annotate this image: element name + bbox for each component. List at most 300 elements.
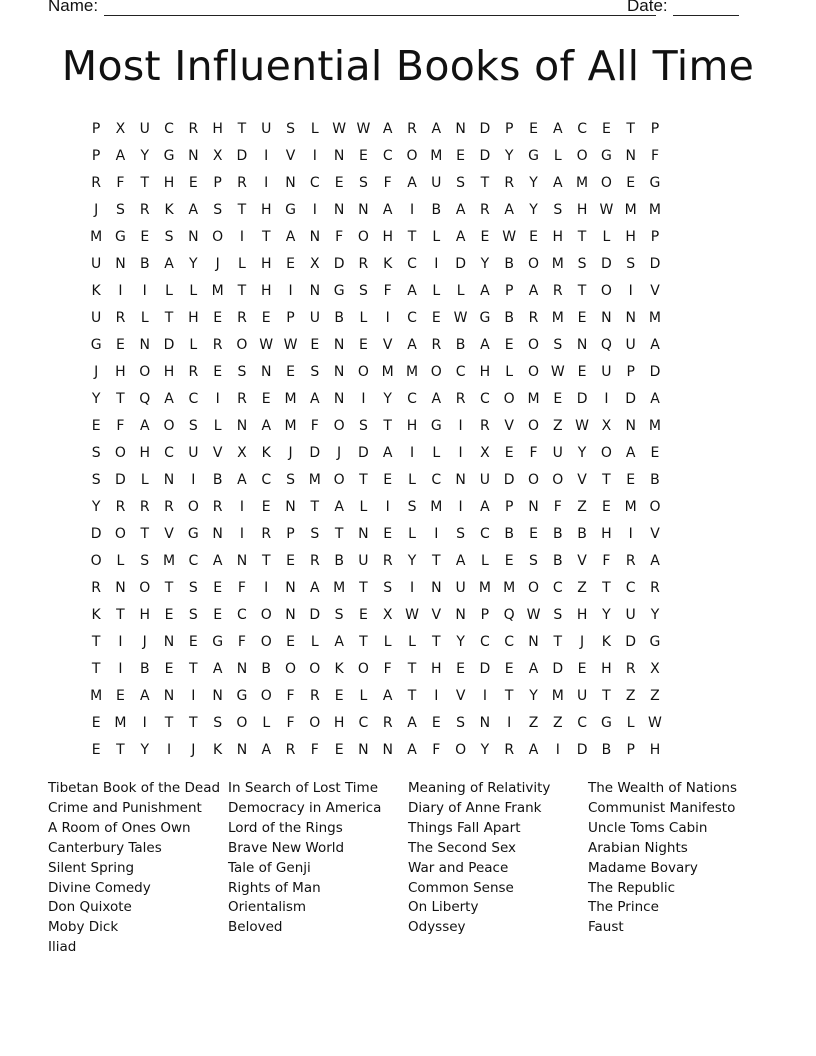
- word-list-item: Uncle Toms Cabin: [588, 819, 708, 836]
- grid-letter: N: [358, 525, 369, 542]
- grid-letter: F: [553, 498, 562, 515]
- grid-letter: D: [90, 525, 102, 542]
- grid-letter: T: [334, 525, 344, 542]
- grid-letter: D: [576, 741, 588, 758]
- grid-letter: R: [91, 174, 102, 191]
- grid-letter: N: [333, 336, 345, 353]
- grid-letter: E: [140, 228, 150, 245]
- grid-letter: T: [407, 228, 417, 245]
- word-list-item: A Room of Ones Own: [48, 819, 191, 836]
- grid-letter: A: [261, 417, 272, 434]
- grid-letter: S: [188, 417, 198, 434]
- grid-row: [84, 736, 732, 763]
- grid-letter: Z: [625, 687, 636, 704]
- grid-letter: O: [430, 363, 442, 380]
- grid-letter: D: [552, 660, 564, 677]
- grid-letter: O: [600, 282, 612, 299]
- grid-letter: J: [94, 201, 99, 218]
- grid-letter: J: [94, 363, 99, 380]
- grid-letter: E: [116, 336, 125, 353]
- grid-letter: Z: [577, 579, 587, 596]
- grid-letter: A: [553, 174, 563, 191]
- grid-letter: Y: [91, 390, 101, 407]
- grid-letter: M: [308, 471, 321, 488]
- grid-letter: F: [286, 714, 295, 731]
- grid-letter: E: [358, 147, 368, 164]
- grid-letter: C: [431, 471, 442, 488]
- grid-letter: D: [479, 120, 491, 137]
- grid-letter: X: [650, 660, 660, 677]
- grid-letter: S: [456, 525, 466, 542]
- grid-letter: S: [164, 228, 174, 245]
- grid-letter: N: [309, 282, 321, 299]
- grid-letter: O: [576, 147, 588, 164]
- grid-letter: N: [309, 228, 321, 245]
- grid-letter: A: [431, 390, 442, 407]
- grid-letter: F: [602, 552, 611, 569]
- grid-letter: M: [90, 228, 103, 245]
- grid-letter: U: [552, 444, 563, 461]
- grid-letter: E: [577, 363, 587, 380]
- word-column: [228, 779, 408, 958]
- grid-letter: U: [625, 336, 636, 353]
- grid-letter: K: [91, 282, 101, 299]
- grid-letter: A: [650, 552, 660, 569]
- grid-letter: T: [116, 390, 125, 407]
- word-list-item: Tibetan Book of the Dead: [48, 780, 221, 796]
- grid-row: [84, 304, 732, 331]
- word-list-item: Brave New World: [228, 839, 345, 856]
- grid-letter: E: [91, 714, 101, 731]
- grid-letter: O: [527, 417, 539, 434]
- grid-letter: E: [188, 174, 198, 191]
- grid-letter: O: [527, 363, 539, 380]
- grid-letter: M: [284, 417, 297, 434]
- grid-letter: F: [650, 147, 659, 164]
- grid-letter: T: [164, 309, 174, 326]
- grid-letter: N: [285, 174, 296, 191]
- grid-letter: I: [628, 282, 633, 299]
- grid-letter: N: [115, 579, 126, 596]
- grid-letter: W: [356, 120, 371, 137]
- grid-letter: T: [504, 687, 514, 704]
- grid-letter: T: [189, 714, 198, 731]
- grid-letter: U: [431, 174, 442, 191]
- grid-letter: A: [164, 255, 174, 272]
- grid-letter: O: [163, 417, 175, 434]
- grid-letter: R: [237, 309, 247, 326]
- grid-letter: I: [434, 255, 439, 272]
- grid-letter: N: [625, 309, 636, 326]
- grid-letter: F: [116, 417, 125, 434]
- grid-letter: O: [260, 633, 272, 650]
- grid-letter: I: [385, 498, 390, 515]
- grid-letter: Y: [456, 633, 465, 650]
- grid-letter: T: [140, 174, 150, 191]
- grid-letter: X: [237, 444, 247, 461]
- grid-letter: I: [166, 741, 172, 758]
- grid-letter: L: [432, 228, 441, 245]
- grid-letter: X: [601, 417, 612, 434]
- grid-letter: S: [553, 201, 563, 218]
- grid-letter: A: [382, 687, 393, 704]
- grid-letter: W: [550, 363, 565, 380]
- grid-letter: E: [601, 498, 611, 515]
- grid-letter: M: [478, 579, 491, 596]
- grid-letter: O: [212, 228, 224, 245]
- grid-letter: J: [215, 255, 220, 272]
- grid-letter: E: [553, 390, 563, 407]
- grid-letter: R: [407, 120, 417, 137]
- name-blank-line: [104, 0, 656, 16]
- grid-letter: L: [480, 552, 489, 569]
- grid-letter: A: [528, 741, 539, 758]
- grid-letter: A: [261, 741, 272, 758]
- word-list-item: On Liberty: [408, 899, 479, 916]
- grid-letter: O: [309, 714, 321, 731]
- grid-letter: O: [260, 606, 272, 623]
- grid-row: [84, 439, 732, 466]
- grid-letter: R: [528, 309, 539, 326]
- grid-letter: M: [624, 498, 637, 515]
- grid-letter: E: [529, 525, 538, 542]
- grid-letter: P: [650, 228, 660, 245]
- grid-letter: O: [139, 363, 151, 380]
- grid-letter: B: [212, 471, 223, 488]
- grid-letter: E: [480, 228, 490, 245]
- grid-letter: E: [286, 255, 295, 272]
- grid-letter: E: [188, 633, 198, 650]
- grid-letter: O: [406, 147, 418, 164]
- grid-letter: E: [626, 174, 636, 191]
- grid-letter: C: [407, 390, 417, 407]
- grid-letter: O: [236, 336, 248, 353]
- grid-letter: L: [189, 282, 198, 299]
- grid-letter: X: [115, 120, 126, 137]
- grid-letter: N: [431, 579, 442, 596]
- grid-letter: C: [164, 120, 174, 137]
- grid-letter: E: [529, 120, 538, 137]
- word-list-item: Meaning of Relativity: [408, 780, 551, 796]
- grid-letter: H: [139, 444, 150, 461]
- grid-letter: A: [310, 579, 320, 596]
- grid-letter: R: [91, 579, 102, 596]
- grid-letter: R: [382, 714, 393, 731]
- grid-letter: I: [409, 201, 415, 218]
- grid-letter: F: [237, 633, 246, 650]
- grid-letter: R: [382, 552, 393, 569]
- grid-letter: K: [383, 255, 393, 272]
- grid-letter: M: [551, 309, 564, 326]
- grid-letter: E: [213, 579, 223, 596]
- grid-letter: A: [310, 390, 320, 407]
- grid-letter: O: [552, 471, 564, 488]
- header-row: [48, 0, 748, 20]
- grid-letter: C: [309, 174, 320, 191]
- grid-letter: A: [382, 444, 393, 461]
- grid-letter: P: [91, 147, 101, 164]
- grid-letter: H: [649, 741, 661, 758]
- word-list-item: War and Peace: [408, 859, 509, 876]
- grid-letter: I: [118, 282, 123, 299]
- grid-letter: C: [407, 255, 417, 272]
- grid-letter: S: [310, 525, 320, 542]
- grid-letter: W: [599, 201, 614, 218]
- grid-letter: F: [383, 282, 392, 299]
- grid-row: [84, 142, 732, 169]
- grid-letter: I: [434, 525, 439, 542]
- grid-letter: C: [407, 309, 417, 326]
- grid-letter: A: [528, 660, 539, 677]
- grid-letter: B: [334, 552, 344, 569]
- grid-letter: C: [188, 552, 199, 569]
- grid-letter: V: [504, 417, 514, 434]
- grid-letter: Z: [552, 714, 563, 731]
- grid-letter: N: [479, 714, 491, 731]
- grid-letter: A: [553, 120, 563, 137]
- grid-letter: Y: [529, 687, 538, 704]
- grid-letter: F: [237, 579, 246, 596]
- grid-letter: S: [286, 120, 295, 137]
- grid-letter: E: [383, 471, 393, 488]
- grid-letter: O: [503, 390, 515, 407]
- grid-letter: D: [236, 147, 248, 164]
- grid-letter: E: [286, 363, 295, 380]
- word-list-item: Faust: [588, 919, 624, 936]
- grid-letter: Y: [480, 741, 490, 758]
- grid-letter: H: [625, 228, 636, 245]
- grid-letter: I: [361, 390, 366, 407]
- grid-letter: A: [455, 228, 466, 245]
- grid-letter: Y: [480, 255, 490, 272]
- grid-letter: D: [479, 147, 491, 164]
- grid-letter: N: [260, 363, 272, 380]
- grid-row: [84, 115, 732, 142]
- grid-letter: I: [239, 525, 244, 542]
- word-list-item: Common Sense: [408, 879, 514, 896]
- grid-letter: F: [432, 741, 441, 758]
- grid-letter: R: [139, 201, 150, 218]
- grid-letter: C: [552, 579, 563, 596]
- grid-letter: C: [480, 390, 490, 407]
- grid-letter: O: [527, 255, 539, 272]
- grid-letter: O: [357, 228, 369, 245]
- grid-letter: U: [91, 255, 102, 272]
- grid-letter: F: [383, 660, 392, 677]
- grid-letter: D: [600, 255, 612, 272]
- grid-letter: Y: [602, 606, 611, 623]
- grid-letter: G: [285, 201, 296, 218]
- grid-letter: N: [212, 525, 223, 542]
- grid-letter: O: [236, 714, 248, 731]
- grid-letter: A: [285, 228, 296, 245]
- grid-letter: I: [312, 147, 317, 164]
- grid-letter: E: [456, 660, 466, 677]
- grid-letter: C: [577, 714, 587, 731]
- grid-letter: N: [601, 309, 612, 326]
- grid-letter: T: [164, 579, 174, 596]
- grid-letter: H: [552, 228, 564, 245]
- grid-letter: N: [528, 633, 539, 650]
- grid-letter: L: [408, 525, 416, 542]
- grid-letter: I: [142, 282, 147, 299]
- date-blank-line: [673, 0, 739, 16]
- grid-row: [84, 466, 732, 493]
- word-list-item: The Wealth of Nations: [588, 780, 737, 796]
- grid-letter: O: [90, 552, 102, 569]
- grid-letter: V: [577, 552, 587, 569]
- grid-letter: E: [286, 552, 295, 569]
- grid-letter: V: [650, 525, 660, 542]
- grid-letter: L: [116, 552, 125, 569]
- grid-letter: T: [116, 741, 125, 758]
- grid-letter: M: [648, 309, 662, 326]
- grid-letter: B: [139, 660, 150, 677]
- word-list-item: Silent Spring: [48, 859, 135, 876]
- grid-letter: A: [431, 120, 442, 137]
- grid-letter: N: [163, 687, 175, 704]
- grid-letter: Y: [407, 552, 417, 569]
- grid-letter: I: [482, 687, 487, 704]
- grid-letter: O: [260, 687, 272, 704]
- grid-row: [84, 601, 732, 628]
- grid-letter: N: [333, 201, 345, 218]
- grid-letter: X: [480, 444, 490, 461]
- grid-letter: I: [458, 498, 463, 515]
- grid-letter: P: [286, 525, 295, 542]
- grid-letter: A: [650, 336, 660, 353]
- grid-letter: M: [430, 498, 443, 515]
- grid-letter: L: [408, 633, 416, 650]
- grid-letter: B: [552, 552, 563, 569]
- grid-letter: F: [529, 444, 538, 461]
- grid-row: [84, 331, 732, 358]
- grid-letter: Y: [577, 444, 587, 461]
- grid-letter: B: [504, 309, 514, 326]
- grid-letter: B: [504, 255, 514, 272]
- grid-letter: R: [552, 282, 563, 299]
- grid-letter: L: [213, 417, 222, 434]
- grid-letter: E: [91, 417, 101, 434]
- grid-letter: A: [334, 498, 344, 515]
- grid-letter: M: [333, 579, 346, 596]
- grid-letter: F: [335, 228, 344, 245]
- grid-letter: U: [601, 363, 612, 380]
- grid-letter: S: [553, 606, 563, 623]
- grid-letter: D: [503, 471, 515, 488]
- grid-letter: I: [312, 201, 317, 218]
- grid-letter: B: [139, 255, 150, 272]
- grid-letter: R: [504, 741, 515, 758]
- grid-letter: R: [164, 498, 174, 515]
- word-list-item: Tale of Genji: [228, 859, 311, 876]
- grid-letter: W: [502, 228, 517, 245]
- grid-letter: U: [309, 309, 320, 326]
- grid-letter: T: [237, 120, 247, 137]
- grid-letter: N: [115, 255, 126, 272]
- grid-letter: I: [264, 579, 269, 596]
- grid-letter: A: [382, 201, 393, 218]
- grid-letter: P: [504, 498, 514, 515]
- grid-letter: V: [164, 525, 174, 542]
- grid-letter: N: [625, 147, 636, 164]
- grid-row: [84, 547, 732, 574]
- grid-letter: T: [602, 579, 611, 596]
- grid-letter: R: [285, 741, 296, 758]
- grid-letter: R: [504, 174, 515, 191]
- grid-letter: E: [577, 309, 587, 326]
- grid-letter: O: [333, 417, 345, 434]
- grid-letter: H: [576, 201, 588, 218]
- grid-letter: O: [139, 579, 151, 596]
- grid-letter: I: [142, 714, 147, 731]
- grid-letter: G: [600, 714, 612, 731]
- grid-letter: J: [337, 444, 342, 461]
- grid-letter: R: [261, 525, 272, 542]
- word-list-item: The Second Sex: [408, 839, 516, 856]
- grid-letter: E: [358, 606, 368, 623]
- grid-letter: W: [526, 606, 541, 623]
- grid-letter: A: [480, 336, 490, 353]
- grid-letter: W: [648, 714, 662, 731]
- grid-letter: T: [626, 120, 635, 137]
- grid-letter: X: [382, 606, 393, 623]
- grid-letter: R: [309, 552, 320, 569]
- grid-letter: I: [264, 147, 269, 164]
- grid-letter: E: [164, 606, 174, 623]
- grid-letter: M: [576, 174, 589, 191]
- grid-letter: E: [626, 471, 636, 488]
- grid-letter: R: [115, 498, 126, 515]
- grid-letter: A: [115, 147, 126, 164]
- grid-letter: N: [285, 606, 296, 623]
- grid-letter: I: [458, 417, 463, 434]
- grid-letter: T: [237, 282, 247, 299]
- grid-letter: L: [165, 282, 173, 299]
- word-list-item: Things Fall Apart: [408, 819, 521, 836]
- grid-letter: E: [577, 660, 587, 677]
- grid-letter: M: [405, 363, 419, 380]
- word-column: [48, 779, 228, 958]
- grid-letter: N: [455, 120, 466, 137]
- grid-letter: C: [237, 606, 247, 623]
- grid-letter: A: [237, 471, 247, 488]
- grid-letter: L: [310, 633, 319, 650]
- grid-letter: T: [261, 228, 271, 245]
- grid-letter: O: [309, 660, 321, 677]
- grid-letter: U: [479, 471, 491, 488]
- grid-letter: T: [577, 282, 587, 299]
- grid-letter: T: [164, 714, 174, 731]
- grid-row: [84, 412, 732, 439]
- grid-row: [84, 196, 732, 223]
- grid-letter: T: [91, 660, 101, 677]
- grid-letter: L: [383, 633, 392, 650]
- grid-letter: I: [409, 444, 415, 461]
- grid-letter: R: [115, 309, 126, 326]
- grid-letter: N: [236, 417, 248, 434]
- grid-letter: N: [528, 498, 539, 515]
- grid-letter: K: [213, 741, 223, 758]
- grid-letter: T: [383, 417, 392, 434]
- grid-letter: O: [649, 498, 661, 515]
- grid-letter: X: [212, 147, 223, 164]
- grid-letter: A: [625, 444, 636, 461]
- grid-letter: S: [188, 579, 198, 596]
- grid-letter: V: [285, 147, 296, 164]
- grid-letter: S: [334, 606, 344, 623]
- grid-letter: M: [527, 390, 540, 407]
